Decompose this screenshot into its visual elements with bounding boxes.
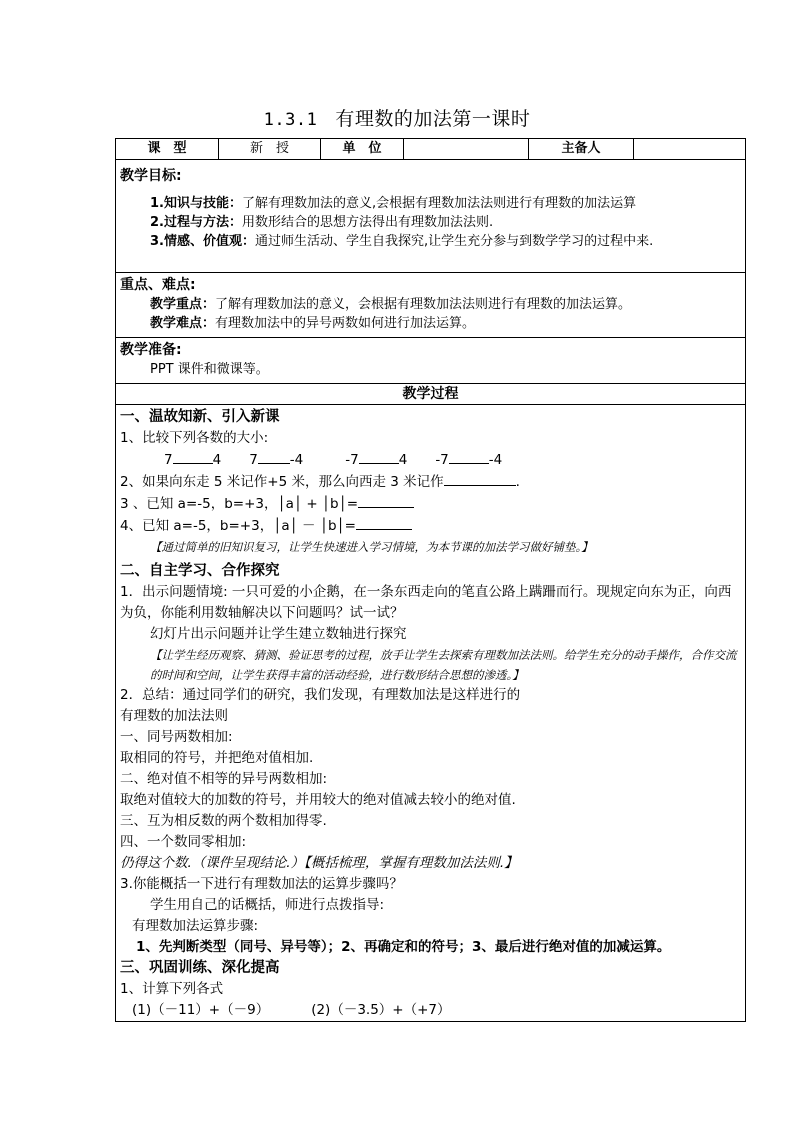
s2-paragraph-3: 2．总结：通过同学们的研究，我们发现，有理数加法是这样进行的 <box>120 687 521 703</box>
s2-paragraph-6: 学生用自己的话概括，师进行点拨指导: <box>150 897 385 913</box>
compare-2-left: 7 <box>249 452 258 468</box>
objective-item-2 <box>120 213 741 232</box>
key-points-row <box>116 273 746 338</box>
objective-item-3 <box>120 232 741 251</box>
preparation-text: PPT 课件和微课等。 <box>150 362 269 377</box>
lesson-plan-table <box>115 138 746 1022</box>
key-points-heading: 重点、难点: <box>120 277 196 293</box>
objective-item-1 <box>120 194 741 213</box>
s2-steps: 1、先判断类型（同号、异号等）；2、再确定和的符号；3、最后进行绝对值的加减运算。 <box>136 939 671 955</box>
exercise-1: (1)（－11）+（－9） <box>132 1002 270 1018</box>
s2-paragraph-7: 有理数加法运算步骤: <box>132 918 259 934</box>
objective-text-1: 了解有理数加法的意义,会根据有理数加法法则进行有理数的加法运算 <box>241 196 637 211</box>
s1-question-2 <box>120 471 741 493</box>
s1-question-4 <box>120 515 741 537</box>
process-heading-row <box>116 384 746 405</box>
s3-paragraph-1: 1、计算下列各式 <box>120 981 224 997</box>
s1-note: 【通过简单的旧知识复习，让学生快速进入学习情境，为本节课的加法学习做好铺垫。】 <box>150 540 593 554</box>
rule-2-heading: 二、绝对值不相等的异号两数相加: <box>120 771 328 787</box>
course-type-value: 新 授 <box>219 139 321 160</box>
difficulty-label: 教学难点： <box>150 316 216 331</box>
s3-exercises <box>120 1000 741 1021</box>
compare-3-left: -7 <box>345 452 359 468</box>
objective-text-2: 用数形结合的思想方法得出有理数加法法则. <box>241 215 494 230</box>
process-heading: 教学过程 <box>116 384 746 405</box>
s2-paragraph-5: 3.你能概括一下进行有理数加法的运算步骤吗？ <box>120 876 403 892</box>
page-title <box>0 104 794 131</box>
s1-question-2-text: 2、如果向东走 5 米记作+5 米，那么向西走 3 米记作 <box>120 474 444 490</box>
objective-label-1: 1.知识与技能： <box>150 196 242 211</box>
section-2-heading: 二、自主学习、合作探究 <box>120 563 280 579</box>
preparation-heading: 教学准备: <box>120 342 182 358</box>
rule-4-heading: 四、一个数同零相加: <box>120 834 247 850</box>
focus-label: 教学重点： <box>150 297 216 312</box>
difficulty-text: 有理数加法中的异号两数如何进行加法运算。 <box>215 316 476 331</box>
objective-label-2: 2.过程与方法： <box>150 215 242 230</box>
objective-text-3: 通过师生活动、学生自我探究,让学生充分参与到数学学习的过程中来. <box>254 234 654 249</box>
rule-4-text: 仍得这个数.（课件呈现结论.）【概括梳理，掌握有理数加法法则.】 <box>120 855 518 871</box>
blank-compare-1[interactable] <box>173 449 213 464</box>
focus-line <box>120 295 741 314</box>
unit-label: 单 位 <box>321 139 404 160</box>
s1-question-4-text: 4、已知 a=-5，b=+3，│a│ － │b│= <box>120 518 356 534</box>
compare-2-right: -4 <box>289 452 304 468</box>
s1-question-2-end: . <box>515 474 520 490</box>
s2-paragraph-4: 有理数的加法法则 <box>120 708 228 724</box>
compare-4-right: -4 <box>488 452 503 468</box>
difficulty-line <box>120 314 741 333</box>
title-number: 1.3.1 <box>263 110 318 130</box>
header-row <box>116 139 746 160</box>
section-3-heading: 三、巩固训练、深化提高 <box>120 960 280 976</box>
unit-value <box>404 139 529 160</box>
compare-3-right: 4 <box>398 452 408 468</box>
rule-3: 三、互为相反数的两个数相加得零. <box>120 813 327 829</box>
focus-text: 了解有理数加法的意义，会根据有理数加法法则进行有理数的加法运算。 <box>215 297 632 312</box>
blank-question-3[interactable] <box>358 493 414 508</box>
blank-compare-4[interactable] <box>449 449 489 464</box>
compare-1-right: 4 <box>212 452 222 468</box>
s1-question-1: 1、比较下列各数的大小: <box>120 430 269 446</box>
blank-question-4[interactable] <box>356 515 412 530</box>
rule-1-text: 取相同的符号，并把绝对值相加. <box>120 750 314 766</box>
objectives-heading: 教学目标: <box>120 168 182 184</box>
s1-question-3 <box>120 493 741 515</box>
s2-paragraph-1: 1．出示问题情境: 一只可爱的小企鹅，在一条东西走向的笔直公路上蹒跚而行。现规定向东为正，向西为负，你能利用数轴解决以下问题吗？试一试？ <box>120 584 732 621</box>
s1-question-3-text: 3 、已知 a=-5，b=+3，│a│ + │b│= <box>120 496 359 512</box>
process-body-row <box>116 405 746 1022</box>
rule-1-heading: 一、同号两数相加: <box>120 729 233 745</box>
rule-2-text: 取绝对值较大的加数的符号，并用较大的绝对值减去较小的绝对值. <box>120 792 516 808</box>
preparer-value <box>634 139 746 160</box>
compare-1-left: 7 <box>164 452 173 468</box>
compare-4-left: -7 <box>435 452 449 468</box>
blank-compare-3[interactable] <box>359 449 399 464</box>
section-1-heading: 一、温故知新、引入新课 <box>120 409 280 425</box>
exercise-2: (2)（－3.5）+（+7） <box>311 1002 451 1018</box>
comparison-row <box>120 449 741 471</box>
preparer-label: 主备人 <box>529 139 634 160</box>
objectives-row <box>116 160 746 273</box>
s2-note: 【让学生经历观察、猜测、验证思考的过程，放手让学生去探索有理数加法法则。给学生充分的动手操作，合作交流的时间和空间，让学生获得丰富的活动经验，进行数形结合思想的渗透。】 <box>150 648 737 682</box>
blank-compare-2[interactable] <box>258 449 290 464</box>
preparation-row <box>116 338 746 384</box>
s2-paragraph-2: 幻灯片出示问题并让学生建立数轴进行探究 <box>150 626 407 642</box>
title-text: 有理数的加法第一课时 <box>335 108 531 130</box>
course-type-label: 课 型 <box>116 139 219 160</box>
blank-question-2[interactable] <box>444 471 516 486</box>
objective-label-3: 3.情感、价值观： <box>150 234 255 249</box>
